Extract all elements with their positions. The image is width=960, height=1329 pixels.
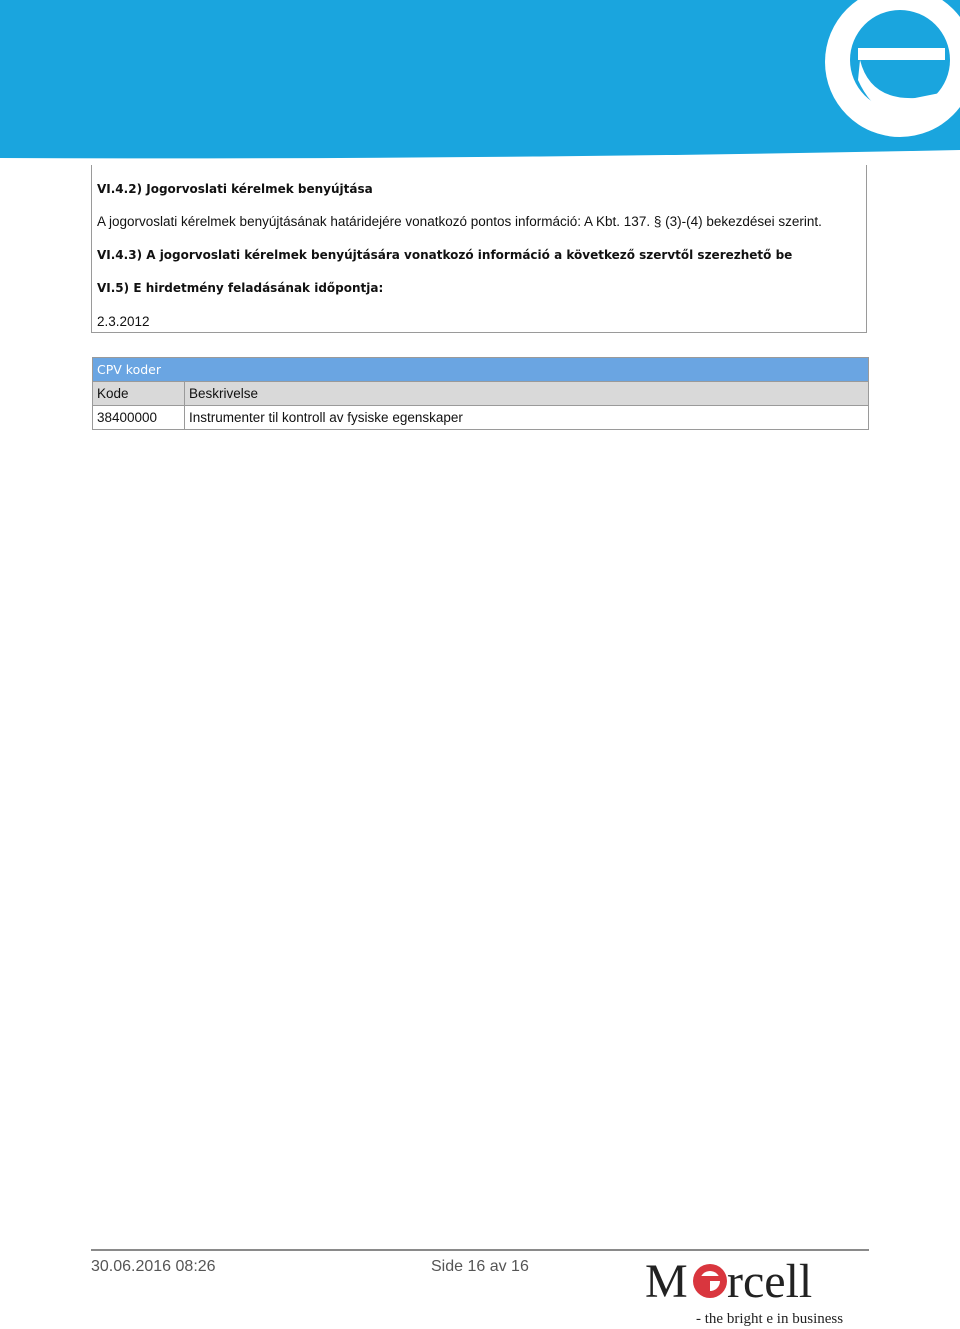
cpv-table-title: CPV koder [93,358,869,382]
logo-letters-rest: rcell [727,1255,813,1308]
cpv-code-cell: 38400000 [93,406,185,430]
header-banner [0,0,960,165]
logo-tagline: - the bright e in business [696,1311,844,1327]
review-deadline-text: A jogorvoslati kérelmek benyújtásának határidejére vonatkozó pontos információ: A Kbt. 137. § (3)-(4) bekezdései szerint. [97,214,822,229]
section-heading-dispatch-date: VI.5) E hirdetmény feladásának időpontja: [97,281,384,295]
table-row [93,406,869,430]
logo-e-icon [693,1264,727,1298]
notice-section [91,165,867,333]
section-heading-review: VI.4.2) Jogorvoslati kérelmek benyújtása [97,182,373,196]
cpv-description-cell: Instrumenter til kontroll av fysiske egenskaper [185,406,869,430]
section-heading-review-info: VI.4.3) A jogorvoslati kérelmek benyújtására vonatkozó információ a következő szervtől szerezhető be [97,248,793,262]
mercell-logo [643,1254,869,1329]
footer-divider [91,1249,869,1251]
footer-timestamp: 30.06.2016 08:26 [91,1258,216,1275]
cpv-header-row [93,382,869,406]
cpv-table [92,357,869,430]
dispatch-date-value: 2.3.2012 [97,314,150,329]
logo-letter-m: M [645,1255,688,1308]
cpv-col-description: Beskrivelse [185,382,869,406]
footer-page-number: Side 16 av 16 [431,1258,529,1275]
cpv-col-code: Kode [93,382,185,406]
